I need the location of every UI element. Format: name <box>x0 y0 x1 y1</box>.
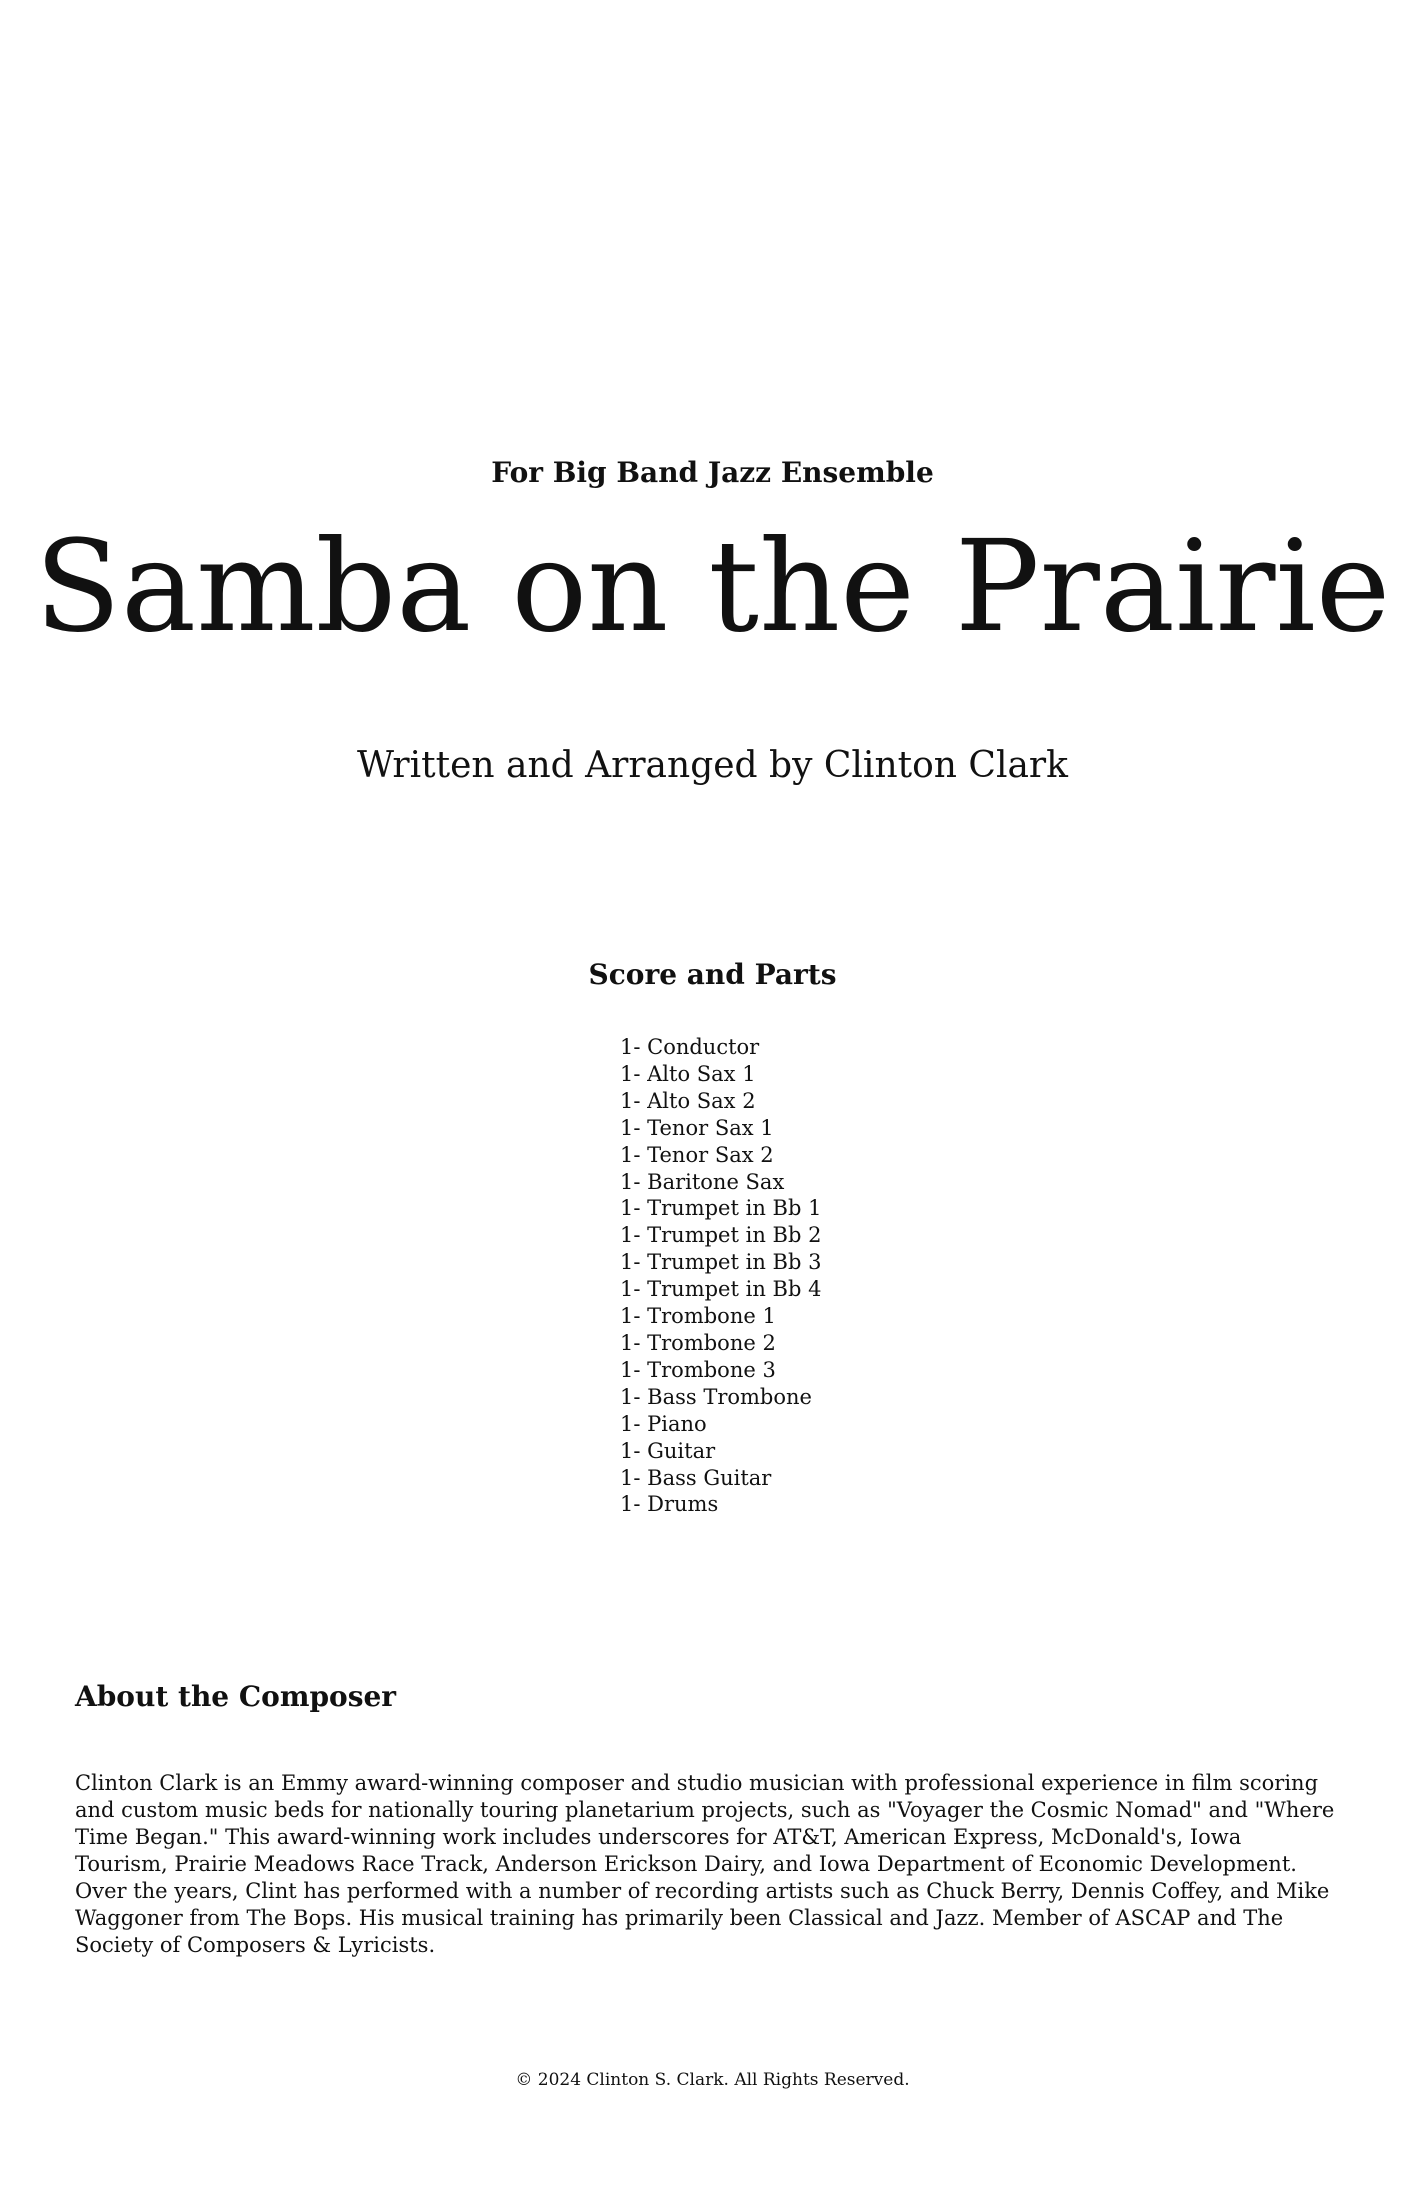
parts-list <box>620 1034 821 1518</box>
page-title: Samba on the Prairie <box>34 513 1391 660</box>
list-item: 1- Tenor Sax 2 <box>620 1142 774 1167</box>
list-item: 1- Bass Guitar <box>620 1465 772 1490</box>
list-item: 1- Trombone 3 <box>620 1357 776 1382</box>
list-item: 1- Drums <box>620 1492 719 1517</box>
list-item: 1- Alto Sax 2 <box>620 1088 756 1113</box>
parts-heading: Score and Parts <box>588 958 837 991</box>
about-text: Clinton Clark is an Emmy award-winning composer and studio musician with professional experience in film scoring and custom music beds for nationally touring planetarium projects, such as "Voyager the Cosmic Nomad" and "Where Time Began." This award-winning work includes underscores for AT&T, American Express, McDonald's, Iowa Tourism, Prairie Meadows Race Track, Anderson Erickson Dairy, and Iowa Department of Economic Development. Over the years, Clint has performed with a number of recording artists such as Chuck Berry, Dennis Coffey, and Mike Waggoner from The Bops. His musical training has primarily been Classical and Jazz. Member of ASCAP and The Society of Composers & Lyricists. <box>75 1771 1335 1957</box>
about-heading: About the Composer <box>75 1680 397 1713</box>
list-item: 1- Trombone 2 <box>620 1330 776 1355</box>
list-item: 1- Trumpet in Bb 2 <box>620 1223 822 1248</box>
list-item: 1- Tenor Sax 1 <box>620 1115 774 1140</box>
list-item: 1- Trumpet in Bb 4 <box>620 1277 822 1302</box>
list-item: 1- Guitar <box>620 1438 716 1463</box>
list-item: 1- Baritone Sax <box>620 1169 785 1194</box>
list-item: 1- Trumpet in Bb 3 <box>620 1250 822 1275</box>
list-item: 1- Conductor <box>620 1035 760 1059</box>
copyright-notice: © 2024 Clinton S. Clark. All Rights Reserved. <box>515 2070 910 2090</box>
composer-byline: Written and Arranged by Clinton Clark <box>357 745 1068 786</box>
ensemble-subtitle: For Big Band Jazz Ensemble <box>491 456 934 489</box>
list-item: 1- Bass Trombone <box>620 1384 812 1409</box>
list-item: 1- Trumpet in Bb 1 <box>620 1196 822 1221</box>
list-item: 1- Trombone 1 <box>620 1304 776 1329</box>
list-item: 1- Piano <box>620 1411 707 1436</box>
list-item: 1- Alto Sax 1 <box>620 1061 756 1086</box>
